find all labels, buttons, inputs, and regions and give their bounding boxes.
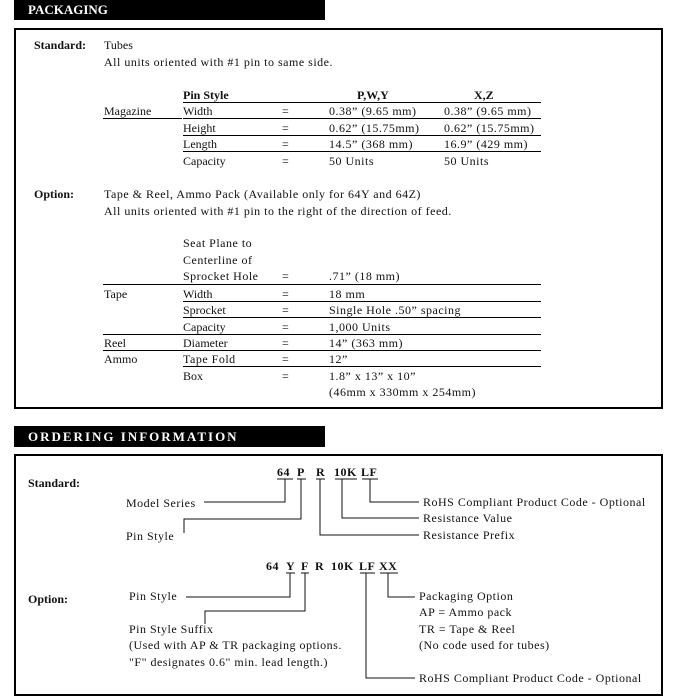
- opt-packaging-note: (No code used for tubes): [419, 638, 550, 652]
- option-line1: Tape & Reel, Ammo Pack (Available only for 64Y and 64Z): [104, 187, 421, 201]
- std-code-pin-style: P: [297, 465, 305, 479]
- opt-line-packaging: [388, 573, 415, 597]
- tape-capacity-eq: =: [282, 320, 289, 334]
- opt-suffix-note1: (Used with AP & TR packaging options.: [129, 638, 342, 652]
- table2-group-reel: Reel: [104, 336, 126, 350]
- packaging-option-label: Option:: [34, 187, 75, 201]
- opt-pin-suffix: Pin Style Suffix: [129, 622, 214, 636]
- diameter-value: 14” (363 mm): [329, 336, 403, 350]
- packaging-standard-label: Standard:: [34, 38, 87, 52]
- std-line-resistance-value: [342, 479, 419, 518]
- ordering-standard-label: Standard:: [28, 476, 81, 490]
- opt-code-series: 64: [266, 559, 279, 573]
- opt-code-suffix: F: [301, 559, 309, 573]
- std-code-series: 64: [277, 465, 290, 479]
- table1-row-pwy: 0.38” (9.65 mm): [329, 104, 417, 118]
- table1-row-xz: 0.62” (15.75mm): [444, 121, 535, 135]
- opt-line-rohs: [366, 573, 415, 678]
- standard-line1: Tubes: [104, 38, 133, 52]
- std-rohs: RoHS Compliant Product Code - Optional: [423, 495, 646, 509]
- table2-group-tape: Tape: [104, 287, 128, 301]
- table1-row-label: Length: [183, 137, 217, 151]
- opt-line-pin-style: [186, 573, 290, 597]
- table1-row-xz: 50 Units: [444, 154, 490, 168]
- std-pin-style: Pin Style: [126, 529, 175, 543]
- table1-group-magazine: Magazine: [104, 104, 152, 118]
- table1-row-eq: =: [282, 154, 289, 168]
- sprocket-label: Sprocket: [183, 303, 226, 317]
- table1-row-xz: 16.9” (429 mm): [444, 137, 528, 151]
- tape-width-value: 18 mm: [329, 287, 366, 301]
- table1-row-pwy: 0.62” (15.75mm): [329, 121, 420, 135]
- table1-row-eq: =: [282, 137, 289, 151]
- opt-packaging-tr: TR = Tape & Reel: [419, 622, 516, 636]
- opt-code-prefix: R: [315, 559, 325, 573]
- diameter-label: Diameter: [183, 336, 228, 350]
- table1-header-pwy: P,W,Y: [357, 88, 389, 102]
- opt-suffix-note2: "F" designates 0.6" min. lead length.): [129, 655, 328, 669]
- table1-header-xz: X,Z: [474, 88, 494, 102]
- ordering-header: ORDERING INFORMATION: [14, 426, 325, 447]
- tape-width-label: Width: [183, 287, 213, 301]
- table1-row-label: Width: [183, 104, 213, 118]
- tape-capacity-label: Capacity: [183, 320, 226, 334]
- opt-code-pin-style: Y: [286, 559, 296, 573]
- opt-pin-style: Pin Style: [129, 589, 178, 603]
- table2-group-ammo: Ammo: [104, 352, 138, 366]
- opt-packaging-title: Packaging Option: [419, 589, 514, 603]
- box-eq: =: [282, 369, 289, 383]
- box-label: Box: [183, 369, 204, 383]
- std-line-pin-style: [184, 479, 301, 533]
- table1-row-label: Capacity: [183, 154, 226, 168]
- std-line-model-series: [204, 479, 285, 502]
- sprocket-eq: =: [282, 303, 289, 317]
- table1-row-xz: 0.38” (9.65 mm): [444, 104, 532, 118]
- packaging-header: PACKAGING: [14, 0, 325, 20]
- std-model-series: Model Series: [126, 496, 196, 510]
- table1-row-eq: =: [282, 121, 289, 135]
- std-resistance-prefix: Resistance Prefix: [423, 528, 516, 542]
- tape-fold-eq: =: [282, 352, 289, 366]
- seat-plane-value: .71” (18 mm): [329, 269, 400, 283]
- diameter-eq: =: [282, 336, 289, 350]
- opt-code-packaging: XX: [379, 559, 398, 573]
- table1-row-eq: =: [282, 104, 289, 118]
- table1-header-pin-style: Pin Style: [183, 88, 229, 102]
- opt-code-rohs: LF: [359, 559, 376, 573]
- tape-fold-label: Tape Fold: [183, 352, 236, 366]
- ordering-option-label: Option:: [28, 592, 69, 606]
- tape-capacity-value: 1,000 Units: [329, 320, 391, 334]
- tape-width-eq: =: [282, 287, 289, 301]
- std-resistance-value: Resistance Value: [423, 511, 513, 525]
- box-value-line1: 1.8” x 13” x 10”: [329, 369, 416, 383]
- seat-plane-eq: =: [282, 269, 289, 283]
- sprocket-value: Single Hole .50” spacing: [329, 303, 461, 317]
- standard-line2: All units oriented with #1 pin to same side.: [104, 55, 333, 69]
- std-code-rohs: LF: [361, 465, 378, 479]
- option-line2: All units oriented with #1 pin to the right of the direction of feed.: [104, 204, 452, 218]
- tape-fold-value: 12”: [329, 352, 348, 366]
- seat-plane-line1: Seat Plane to: [183, 236, 253, 250]
- std-code-value: 10K: [334, 465, 357, 479]
- box-value-line2: (46mm x 330mm x 254mm): [329, 385, 476, 399]
- std-code-prefix: R: [316, 465, 326, 479]
- seat-plane-line2: Centerline of: [183, 253, 253, 267]
- std-line-rohs: [370, 479, 419, 502]
- table1-row-label: Height: [183, 121, 216, 135]
- opt-rohs: RoHS Compliant Product Code - Optional: [419, 671, 642, 685]
- opt-packaging-ap: AP = Ammo pack: [419, 605, 512, 619]
- table1-row-pwy: 14.5” (368 mm): [329, 137, 413, 151]
- seat-plane-line3: Sprocket Hole: [183, 269, 259, 283]
- table1-row-pwy: 50 Units: [329, 154, 375, 168]
- opt-code-value: 10K: [331, 559, 354, 573]
